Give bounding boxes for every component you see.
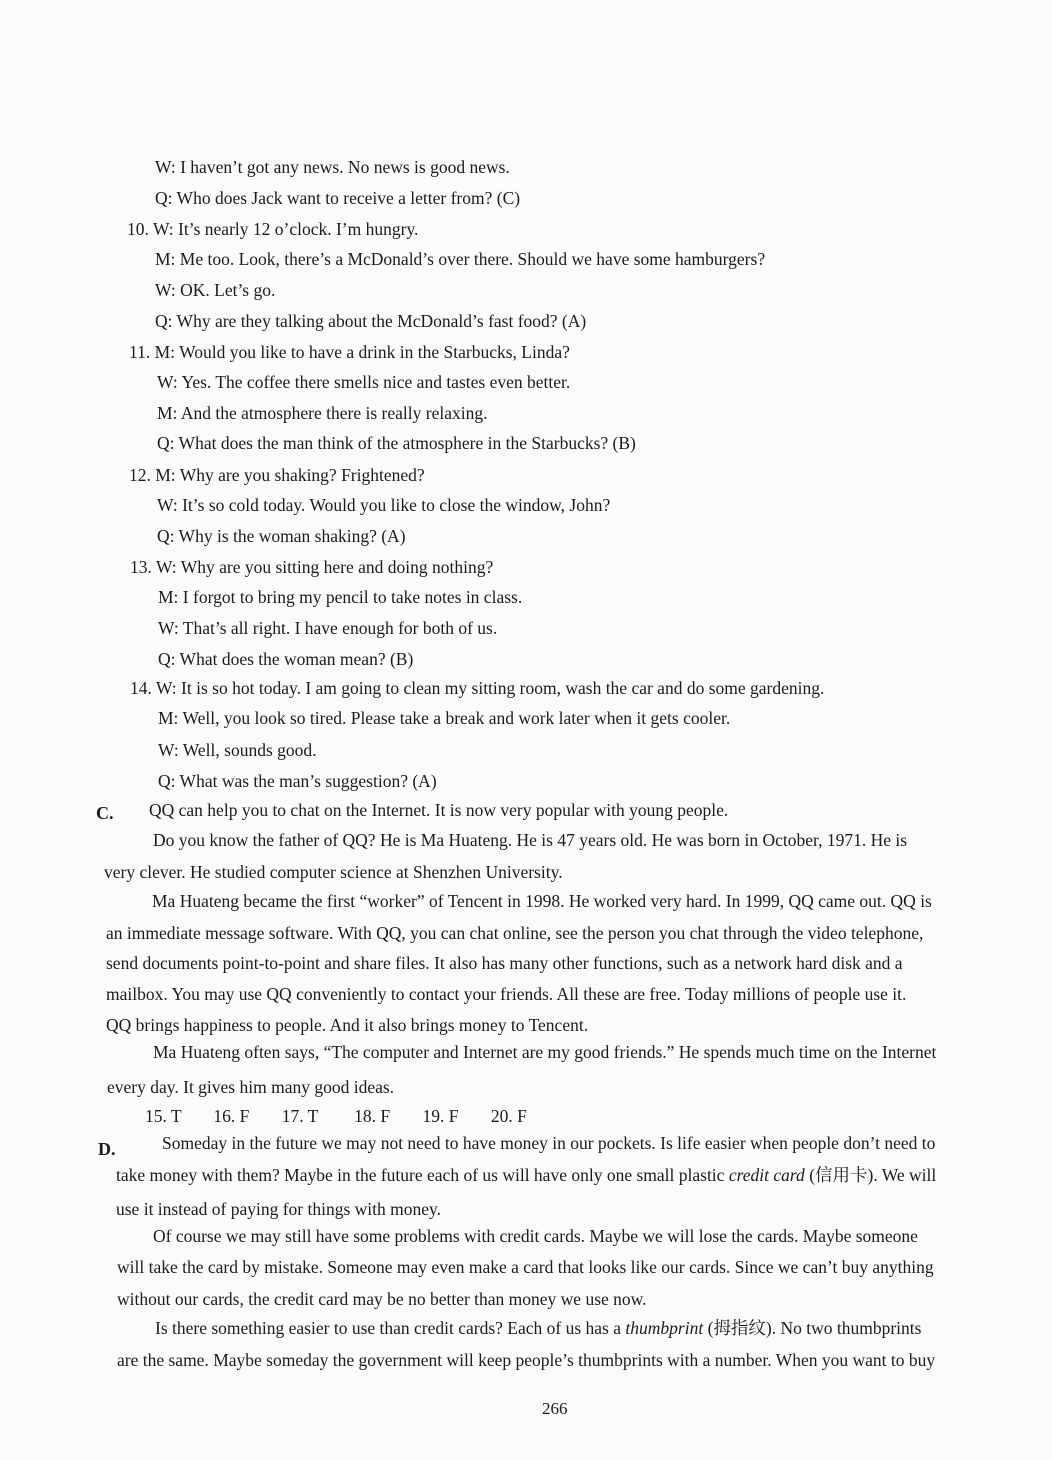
paragraph-line: every day. It gives him many good ideas. — [107, 1077, 395, 1097]
item-13 — [130, 557, 493, 577]
dialogue-line: W: Well, sounds good. — [158, 740, 317, 760]
answer-item: 17. T — [281, 1106, 319, 1126]
paragraph-line: send documents point-to-point and share files. It also has many other functions, such as a network hard disk and a — [106, 953, 903, 973]
item-12 — [129, 465, 425, 485]
term-thumbprint: thumbprint — [625, 1318, 704, 1338]
dialogue-question: Q: Who does Jack want to receive a letter from? (C) — [155, 188, 521, 208]
dialogue-line: W: It’s so cold today. Would you like to close the window, John? — [157, 495, 611, 515]
item-number: 10. — [127, 219, 149, 239]
dialogue-question: Q: What was the man’s suggestion? (A) — [158, 771, 437, 791]
paragraph-line — [116, 1165, 936, 1185]
paragraph-line: use it instead of paying for things with money. — [116, 1199, 441, 1219]
paragraph-line: Do you know the father of QQ? He is Ma Huateng. He is 47 years old. He was born in October, 1971. He is — [153, 830, 908, 850]
answer-item: 18. F — [354, 1106, 391, 1126]
paragraph-line: Of course we may still have some problems with credit cards. Maybe we will lose the cards. Maybe someone — [153, 1226, 918, 1246]
answer-item: 19. F — [422, 1106, 459, 1126]
page-number: 266 — [542, 1399, 568, 1418]
dialogue-line: W: Yes. The coffee there smells nice and tastes even better. — [157, 372, 571, 392]
paragraph-line: mailbox. You may use QQ conveniently to contact your friends. All these are free. Today millions of people use it. — [106, 984, 907, 1004]
dialogue-line: M: Why are you shaking? Frightened? — [155, 465, 425, 485]
paragraph-line: will take the card by mistake. Someone may even make a card that looks like our cards. Since we can’t buy anything — [117, 1257, 934, 1277]
dialogue-line: M: Me too. Look, there’s a McDonald’s over there. Should we have some hamburgers? — [155, 249, 766, 269]
answer-item: 15. T — [145, 1106, 182, 1126]
dialogue-question: Q: Why are they talking about the McDonald’s fast food? (A) — [155, 311, 587, 331]
paragraph-line: an immediate message software. With QQ, you can chat online, see the person you chat through the video telephone, — [106, 923, 924, 943]
paragraph-line: Ma Huateng often says, “The computer and Internet are my good friends.” He spends much time on the Internet — [153, 1042, 937, 1062]
section-d-label: D. — [98, 1139, 116, 1159]
dialogue-line: W: It is so hot today. I am going to clean my sitting room, wash the car and do some gardening. — [155, 678, 825, 698]
answer-item: 16. F — [213, 1106, 250, 1126]
paragraph-line: Someday in the future we may not need to have money in our pockets. Is life easier when people don’t need to — [162, 1133, 936, 1153]
answer-key — [145, 1106, 527, 1126]
dialogue-line: W: I haven’t got any news. No news is good news. — [155, 157, 510, 177]
paragraph-line: Ma Huateng became the first “worker” of Tencent in 1998. He worked very hard. In 1999, QQ came out. QQ is — [152, 891, 932, 911]
dialogue-question: Q: What does the woman mean? (B) — [158, 649, 414, 669]
text-run: take money with them? Maybe in the future each of us will have only one small plastic — [116, 1165, 729, 1185]
dialogue-line: W: It’s nearly 12 o’clock. I’m hungry. — [152, 219, 419, 239]
term-credit-card: credit card — [728, 1165, 805, 1185]
paragraph-line: QQ can help you to chat on the Internet. It is now very popular with young people. — [149, 800, 729, 820]
dialogue-line: W: OK. Let’s go. — [155, 280, 276, 300]
dialogue-question: Q: What does the man think of the atmosphere in the Starbucks? (B) — [157, 433, 636, 453]
item-11 — [129, 342, 570, 362]
item-number: 13. — [130, 557, 152, 577]
answer-item: 20. F — [490, 1106, 527, 1126]
item-14 — [130, 678, 824, 698]
paragraph-line: very clever. He studied computer science at Shenzhen University. — [104, 862, 563, 882]
item-10 — [127, 219, 418, 239]
item-number: 11. — [129, 342, 151, 362]
item-number: 14. — [130, 678, 152, 698]
section-c-label: C. — [96, 803, 114, 823]
text-run: (拇指纹). No two thumbprints — [703, 1318, 922, 1338]
dialogue-line: M: And the atmosphere there is really relaxing. — [157, 403, 488, 423]
paragraph-line: without our cards, the credit card may be no better than money we use now. — [117, 1289, 647, 1309]
item-number: 12. — [129, 465, 151, 485]
dialogue-line: W: Why are you sitting here and doing nothing? — [155, 557, 494, 577]
text-run: Is there something easier to use than credit cards? Each of us has a — [155, 1318, 626, 1338]
dialogue-line: M: Would you like to have a drink in the Starbucks, Linda? — [154, 342, 570, 362]
dialogue-question: Q: Why is the woman shaking? (A) — [157, 526, 406, 546]
dialogue-line: W: That’s all right. I have enough for both of us. — [158, 618, 498, 638]
dialogue-line: M: I forgot to bring my pencil to take notes in class. — [158, 587, 523, 607]
paragraph-line — [155, 1318, 921, 1338]
paragraph-line: QQ brings happiness to people. And it also brings money to Tencent. — [106, 1015, 589, 1035]
text-run: (信用卡). We will — [804, 1165, 937, 1185]
dialogue-line: M: Well, you look so tired. Please take a break and work later when it gets cooler. — [158, 708, 731, 728]
paragraph-line: are the same. Maybe someday the government will keep people’s thumbprints with a number. When you want to buy — [117, 1350, 936, 1370]
